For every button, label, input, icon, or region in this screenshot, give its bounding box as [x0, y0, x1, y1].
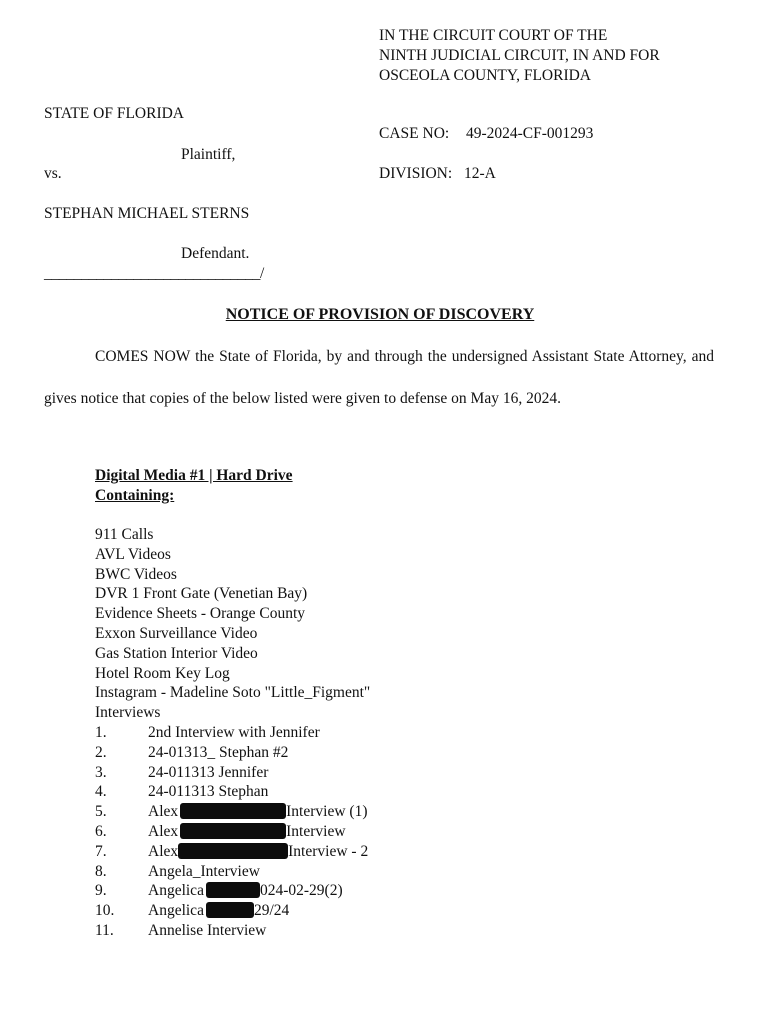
interview-item — [95, 763, 370, 783]
interview-number: 10. — [95, 902, 115, 920]
interview-item — [95, 862, 370, 882]
interview-number: 2. — [95, 743, 107, 761]
interview-item — [95, 802, 370, 822]
interview-number: 6. — [95, 822, 107, 840]
interview-title: 24-011313 Jennifer — [148, 763, 269, 781]
interview-title-prefix: Alex — [148, 842, 179, 860]
interview-title-prefix: Alex — [148, 822, 179, 840]
interview-title-suffix: 29/24 — [253, 902, 290, 920]
case-number — [379, 124, 593, 144]
media-heading: Digital Media #1 | Hard Drive — [95, 467, 293, 484]
interview-title-prefix: Angelica — [148, 882, 204, 900]
document-title: NOTICE OF PROVISION OF DISCOVERY — [225, 306, 535, 323]
list-item: Hotel Room Key Log — [95, 664, 230, 682]
defendant-name: STEPHAN MICHAEL STERNS — [44, 205, 250, 222]
plaintiff-role: Plaintiff, — [181, 146, 236, 163]
interview-item — [95, 743, 370, 763]
caption-signature-line: _____________________________/ — [44, 265, 265, 282]
media-subheading: Containing: — [95, 487, 175, 504]
interview-number: 5. — [95, 803, 107, 821]
case-no-value: 49-2024-CF-001293 — [465, 125, 594, 142]
interview-item — [95, 782, 370, 802]
interview-item — [95, 921, 370, 941]
court-line-3: OSCEOLA COUNTY, FLORIDA — [379, 67, 591, 84]
list-item: AVL Videos — [95, 545, 171, 563]
redaction-bar — [206, 882, 260, 898]
division-value: 12-A — [463, 165, 496, 182]
notice-paragraph — [44, 336, 714, 420]
division — [379, 164, 496, 184]
interview-item — [95, 901, 370, 921]
interview-item — [95, 723, 370, 743]
plaintiff-name: STATE OF FLORIDA — [44, 105, 184, 122]
interview-number: 4. — [95, 783, 107, 801]
redaction-bar — [180, 823, 286, 839]
list-item: Interviews — [95, 704, 161, 722]
interview-number: 3. — [95, 763, 107, 781]
division-label: DIVISION: — [379, 165, 453, 182]
court-header — [379, 26, 660, 86]
list-item: DVR 1 Front Gate (Venetian Bay) — [95, 585, 308, 603]
media-item-list — [95, 525, 370, 941]
interview-title: Annelise Interview — [148, 921, 267, 939]
interview-title-prefix: Angelica — [148, 902, 204, 920]
redaction-bar — [178, 843, 288, 859]
interview-number: 11. — [95, 921, 114, 939]
interview-number: 8. — [95, 862, 107, 880]
list-item: BWC Videos — [95, 565, 177, 583]
interview-title: Angela_Interview — [148, 862, 260, 880]
interview-title: 24-01313_ Stephan #2 — [148, 743, 289, 761]
interview-title-suffix: 024-02-29(2) — [259, 882, 343, 900]
interview-number: 9. — [95, 882, 107, 900]
interview-number: 1. — [95, 723, 107, 741]
interview-title: 2nd Interview with Jennifer — [148, 723, 320, 741]
list-item: Evidence Sheets - Orange County — [95, 605, 306, 623]
case-no-label: CASE NO: — [379, 125, 450, 142]
list-item: Instagram - Madeline Soto "Little_Figment" — [95, 684, 371, 702]
interview-title: 24-011313 Stephan — [148, 783, 269, 801]
notice-body: COMES NOW the State of Florida, by and through the undersigned Assistant State Attorney, and gives notice that copies of the below listed were given to defense on May 16, 2024. — [44, 348, 714, 407]
defendant-role: Defendant. — [181, 245, 250, 262]
redaction-bar — [206, 902, 254, 918]
interview-number: 7. — [95, 842, 107, 860]
interview-item — [95, 842, 370, 862]
interview-title-suffix: Interview - 2 — [288, 842, 369, 860]
interview-title-prefix: Alex — [148, 803, 179, 821]
court-line-2: NINTH JUDICIAL CIRCUIT, IN AND FOR — [379, 47, 660, 64]
redaction-bar — [180, 803, 286, 819]
interview-item — [95, 881, 370, 901]
list-item: Exxon Surveillance Video — [95, 624, 258, 642]
interview-item — [95, 822, 370, 842]
interview-title-suffix: Interview (1) — [286, 803, 368, 821]
list-item: 911 Calls — [95, 526, 154, 543]
court-line-1: IN THE CIRCUIT COURT OF THE — [379, 27, 608, 44]
versus-label: vs. — [44, 165, 62, 182]
list-item: Gas Station Interior Video — [95, 644, 258, 662]
interview-title-suffix: Interview — [286, 822, 346, 840]
